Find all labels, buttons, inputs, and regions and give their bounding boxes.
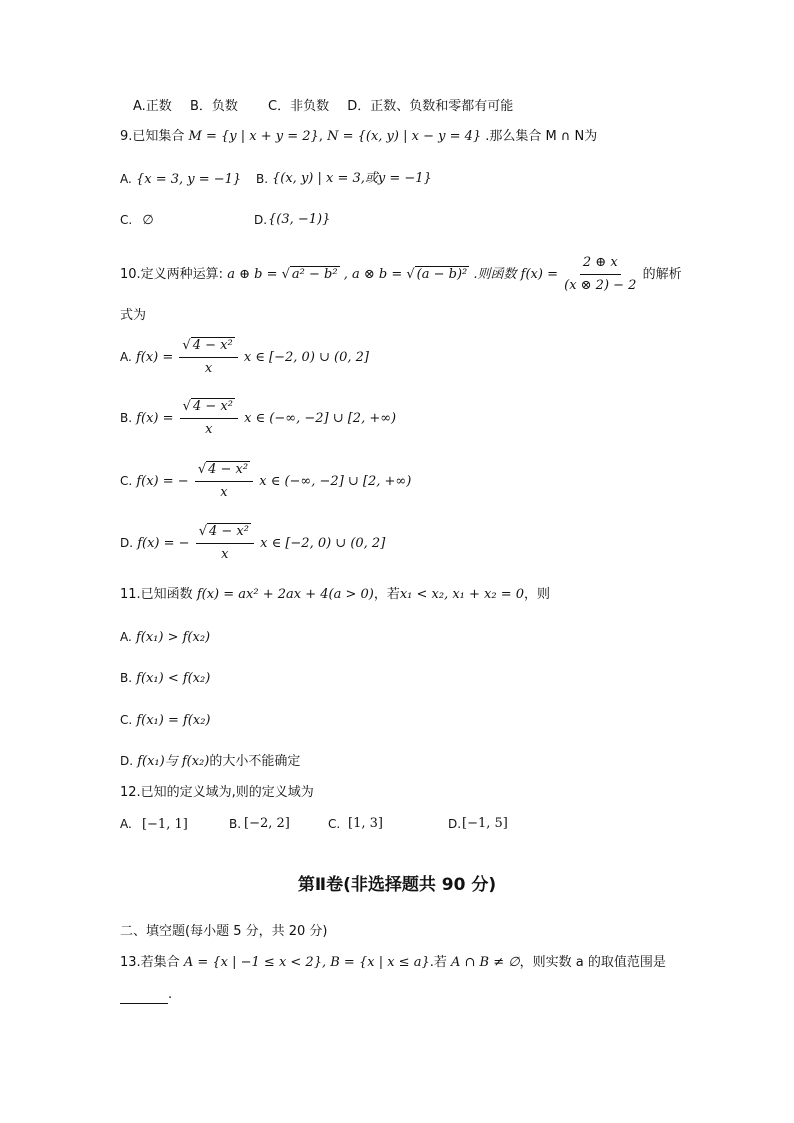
q10-op2: , a ⊗ b = [343, 267, 403, 282]
q10-option-c-radicand: 4 − x² [208, 462, 249, 477]
q10-option-a [120, 337, 369, 378]
q11-stem-mid: ，若 [373, 587, 400, 602]
q10-option-c-fraction: $\frac{\text{√ 4 − x²}}{x}$ [195, 461, 253, 502]
q13-set-b: , B = {x | x ≤ a} [321, 955, 430, 970]
q11-option-d-label: D. [120, 754, 134, 768]
q10-op2-sqrt: √ (a − b)² [406, 267, 468, 282]
section-title: 第Ⅱ卷(非选择题共 90 分) [297, 875, 497, 895]
q10-option-a-fraction: $\frac{\text{√ 4 − x²}}{x}$ [179, 337, 237, 378]
q10-option-c-label: C. [120, 474, 133, 488]
q10-option-c-lhs: f(x) = − [136, 474, 189, 489]
q10-option-c-denominator: x [220, 485, 228, 500]
q10-option-b-lhs: f(x) = [136, 411, 174, 426]
q8-option-d: D．正数、负数和零都有可能 [347, 99, 514, 114]
q8-options [133, 98, 513, 116]
q9-option-b-label: B. [256, 172, 269, 186]
q12-option-a: [−1, 1] [141, 817, 188, 832]
q11-option-a [120, 628, 210, 647]
q11-condition: x₁ < x₂, x₁ + x₂ = 0 [399, 587, 525, 602]
q13-answer-line [120, 986, 172, 1004]
q10-option-b-fraction: $\frac{\text{√ 4 − x²}}{x}$ [180, 398, 238, 439]
q8-option-c: C．非负数 [268, 99, 330, 114]
q13-stem-prefix: 13.若集合 [120, 955, 180, 970]
q10-func-numerator: 2 ⊕ x [580, 254, 621, 275]
q9-stem-prefix: 9.已知集合 [120, 129, 185, 144]
part2-heading: 二、填空题(每小题 5 分，共 20 分) [120, 924, 328, 939]
q10-option-d-label: D. [120, 536, 134, 550]
q8-option-b: B．负数 [189, 99, 238, 114]
q10-option-b [120, 398, 396, 439]
q12-options [120, 815, 508, 834]
q10-op1-sqrt: √ a² − b² [281, 267, 338, 282]
q11-stem-suffix: ，则 [524, 587, 551, 602]
q9-stem: 9.已知集合 M = {y | x + y = 2}, N = {(x, y) | x − y = 4} .那么集合 M ∩ N为 [120, 129, 598, 144]
q9-options-ab [120, 170, 432, 189]
q10-option-a-label: A. [120, 350, 132, 364]
q10-option-b-domain: x ∈ (−∞, −2] ∪ [2, +∞) [244, 411, 397, 426]
q10-option-d-denominator: x [221, 547, 229, 562]
q10-stem [120, 254, 682, 295]
q10-func-fraction [564, 254, 636, 295]
q9-option-d: {(3, −1)} [268, 212, 331, 227]
q9-option-a-label: A. [120, 172, 132, 186]
q13-set-a: A = {x | −1 ≤ x < 2} [183, 955, 322, 970]
q9-set-m: M = {y | x + y = 2} [188, 129, 319, 144]
q10-option-c [120, 461, 411, 502]
q10-option-a-denominator: x [204, 361, 213, 376]
q13-answer-blank[interactable] [120, 989, 168, 1004]
q10-op1: a ⊕ b = [227, 267, 278, 282]
q10-option-a-domain: x ∈ [−2, 0) ∪ (0, 2] [243, 350, 369, 365]
q12-option-b: [−2, 2] [244, 816, 290, 831]
q10-option-d [120, 523, 385, 564]
q11-stem-prefix: 11.已知函数 [120, 587, 193, 602]
q12-option-c-label: C. [328, 817, 341, 831]
q12-option-c: [1, 3] [348, 816, 383, 831]
q10-op1-radicand: a² − b² [291, 267, 338, 282]
q10-stem-suffix: 的解析 [642, 267, 682, 282]
q13-stem [120, 954, 666, 972]
q11-option-d [120, 752, 300, 771]
q11-stem [120, 586, 550, 604]
q11-option-d-math: f(x₁)与 f(x₂) [137, 754, 210, 769]
q10-option-d-domain: x ∈ [−2, 0) ∪ (0, 2] [260, 536, 386, 551]
q12-option-d-label: D. [448, 817, 462, 831]
q9-option-b: {(x, y) | x = 3,或y = −1} [272, 171, 432, 186]
q9-option-d-label: D. [254, 213, 268, 227]
q12-option-d: [−1, 5] [462, 816, 508, 831]
q10-option-d-radicand: 4 − x² [208, 524, 249, 539]
q9-option-a: {x = 3, y = −1} [135, 172, 242, 187]
q11-option-b-label: B. [120, 671, 133, 685]
q8-option-a: A.正数 [133, 99, 172, 114]
q9-stem-suffix: .那么集合 M ∩ N为 [485, 129, 598, 144]
q10-stem-prefix: 10.定义两种运算: [120, 267, 224, 282]
q10-option-b-radicand: 4 − x² [192, 399, 233, 414]
q11-option-c [120, 711, 211, 730]
q10-stem-mid: .则函数 f(x) = [473, 267, 558, 282]
q12-option-a-label: A. [120, 817, 132, 831]
q13-stem-mid: .若 [429, 955, 447, 970]
q10-option-d-fraction: $\frac{\text{√ 4 − x²}}{x}$ [196, 523, 254, 564]
q11-option-d-text: 的大小不能确定 [209, 754, 301, 769]
q9-options-cd [120, 211, 331, 230]
q9-option-c: ∅ [142, 213, 154, 228]
q11-option-c-text: f(x₁) = f(x₂) [136, 713, 211, 728]
q13-line-end: . [168, 987, 173, 1002]
q11-option-b-text: f(x₁) < f(x₂) [136, 671, 211, 686]
q11-option-a-label: A. [120, 630, 132, 644]
q10-option-b-label: B. [120, 411, 133, 425]
q9-option-c-label: C. [120, 213, 133, 227]
q10-func-denominator: (x ⊗ 2) − 2 [564, 278, 637, 293]
q11-option-b [120, 669, 210, 688]
q10-option-a-radicand: 4 − x² [192, 338, 233, 353]
q10-option-c-domain: x ∈ (−∞, −2] ∪ [2, +∞) [259, 474, 412, 489]
q11-option-a-text: f(x₁) > f(x₂) [135, 630, 211, 645]
q10-op2-radicand: (a − b)² [416, 267, 468, 282]
q13-condition: A ∩ B ≠ ∅ [451, 955, 520, 970]
q10-option-a-lhs: f(x) = [135, 350, 174, 365]
q11-function: f(x) = ax² + 2ax + 4(a > 0) [196, 587, 374, 602]
q9-set-n: N = {(x, y) | x − y = 4} [327, 129, 482, 144]
q12-stem: 12.已知的定义域为,则的定义域为 [120, 785, 314, 800]
q10-option-d-lhs: f(x) = − [137, 536, 190, 551]
q10-option-b-denominator: x [205, 422, 213, 437]
q11-option-c-label: C. [120, 713, 133, 727]
q12-option-b-label: B. [229, 817, 242, 831]
q13-stem-suffix: ，则实数 a 的取值范围是 [519, 955, 666, 970]
q10-stem-line2: 式为 [120, 308, 147, 323]
